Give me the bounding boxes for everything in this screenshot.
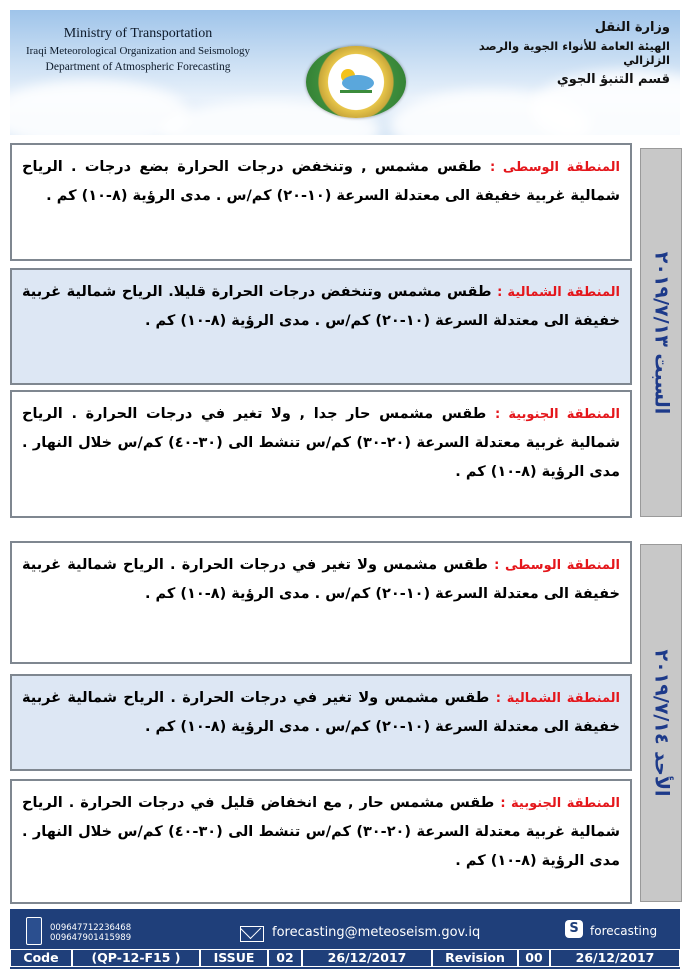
forecast-text: طقس مشمس ولا تغير في درجات الحرارة . الرياح شمالية غربية خفيفة الى معتدلة السرعة (١٠-٢٠) كم/س . مدى الرؤية (٨-١٠) كم . (22, 557, 620, 602)
issue-value: 02 (268, 949, 302, 967)
department-name-ar: قسم التنبؤ الجوي (556, 72, 670, 87)
revision-value: 00 (518, 949, 550, 967)
forecast-box-northern (10, 674, 632, 771)
region-label: المنطقة الشمالية : (497, 285, 620, 300)
ministry-name-en: Ministry of Transportation (63, 26, 213, 41)
forecast-box-northern (10, 268, 632, 385)
day-tab-sunday (640, 544, 682, 902)
department-name-en: Department of Atmospheric Forecasting (45, 61, 231, 73)
organization-name-en: Iraqi Meteorological Organization and Seismology (25, 45, 251, 57)
region-label: المنطقة الوسطى : (494, 558, 620, 573)
day-label: السبت ٢٠١٩/٧/١٣ (650, 251, 672, 414)
revision-date: 26/12/2017 (550, 949, 680, 967)
phone-icon (26, 917, 42, 945)
skype-handle[interactable]: forecasting (590, 924, 658, 938)
footer (10, 909, 680, 969)
document-code-bar (10, 949, 680, 967)
skype-icon: S (565, 920, 583, 938)
day-tab-saturday (640, 148, 682, 517)
region-label: المنطقة الشمالية : (495, 691, 620, 706)
header-banner (10, 10, 680, 135)
forecast-box-central (10, 143, 632, 261)
forecast-text: طقس مشمس وتنخفض درجات الحرارة قليلا. الرياح شمالية غربية خفيفة الى معتدلة السرعة (١٠-٢٠) كم/س . مدى الرؤية (٨-١٠) كم . (22, 284, 620, 329)
forecast-text: طقس مشمس حار جدا , ولا تغير في درجات الحرارة . الرياح شمالية غربية معتدلة السرعة (٢٠-٣٠) كم/س تنشط الى (٣٠-٤٠) كم/س خلال النهار . مدى الرؤية (٨-١٠) كم . (22, 406, 620, 480)
forecast-box-southern (10, 390, 632, 518)
mail-icon (240, 926, 264, 942)
forecast-text: طقس مشمس ولا تغير في درجات الحرارة . الرياح شمالية غربية خفيفة الى معتدلة السرعة (١٠-٢٠) كم/س . مدى الرؤية (٨-١٠) كم . (22, 690, 620, 735)
forecast-text: طقس مشمس حار , مع انخفاض قليل في درجات الحرارة . الرياح شمالية غربية معتدلة السرعة (٢٠-٣٠) كم/س تنشط الى (٣٠-٤٠) كم/س خلال النهار . مدى الرؤية (٨-١٠) كم . (22, 795, 620, 869)
region-label: المنطقة الجنوبية : (494, 407, 620, 422)
phone-numbers (50, 923, 131, 943)
phone-number[interactable]: 009647712236468 (50, 923, 132, 933)
email-link[interactable]: forecasting@meteoseism.gov.iq (272, 925, 481, 940)
revision-label: Revision (432, 949, 518, 967)
issue-date: 26/12/2017 (302, 949, 432, 967)
code-value: (QP-12-F15 ) (72, 949, 200, 967)
organization-logo (306, 46, 406, 118)
ministry-name-ar: وزارة النقل (594, 20, 670, 35)
forecast-text: طقس مشمس , وتنخفض درجات الحرارة بضع درجات . الرياح شمالية غربية خفيفة الى معتدلة السرعة (١٠-٢٠) كم/س . مدى الرؤية (٨-١٠) كم . (22, 159, 620, 204)
forecast-box-central (10, 541, 632, 664)
issue-label: ISSUE (200, 949, 268, 967)
header-english (18, 26, 258, 73)
weather-cloud-icon (334, 66, 378, 96)
organization-name-ar: الهيئة العامة للأنواء الجوية والرصد الزلزالي (478, 39, 670, 67)
day-label: الأحد ٢٠١٩/٧/١٤ (650, 649, 673, 797)
code-label: Code (10, 949, 72, 967)
region-label: المنطقة الوسطى : (489, 160, 620, 175)
header-arabic (440, 20, 670, 87)
phone-number[interactable]: 009647901415989 (50, 933, 132, 943)
forecast-box-southern (10, 779, 632, 904)
region-label: المنطقة الجنوبية : (500, 796, 620, 811)
